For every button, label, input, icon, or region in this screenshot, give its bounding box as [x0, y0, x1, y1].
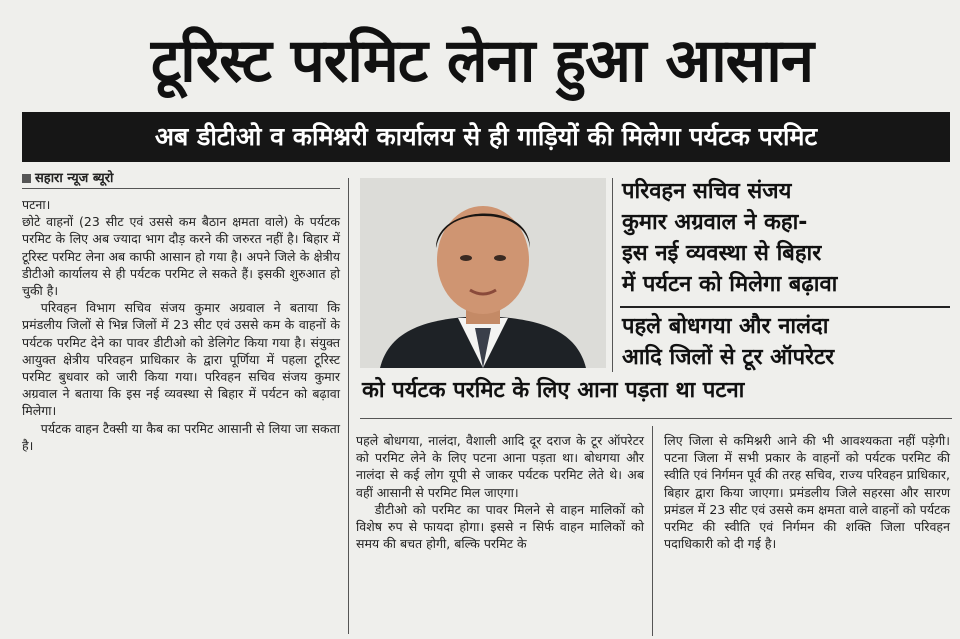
- byline-square-icon: [22, 174, 31, 183]
- photo-divider: [612, 178, 613, 372]
- column-2: [348, 432, 644, 638]
- column-divider-2: [652, 426, 653, 636]
- pull-quote-1: [622, 176, 952, 300]
- col1-paragraph-1: छोटे वाहनों (23 सीट एवं उससे कम बैठान क्षमता वाले) के पर्यटक परमिट के लिए अब ज्यादा भाग दौड़ करने की जरुरत नहीं है। बिहार में टूरिस्ट परमिट लेना अब काफी आसान हो गया है। अपने जिले के क्षेत्रीय डीटीओ कार्यालय से ही पर्यटक परमिट ले सकते हैं। इसकी शुरुआत हो चुकी है।: [22, 214, 340, 299]
- pull-quote-2: [622, 311, 952, 373]
- col3-paragraph-1: लिए जिला से कमिश्नरी आने की भी आवश्यकता नहीं पड़ेगी। पटना जिला में सभी प्रकार के वाहनों को पर्यटक परमिट की स्वीति एवं निर्गमन पूर्व की तरह सचिव, राज्य परिवहन प्राधिकार, बिहार द्वारा किया जाएगा। प्रमंडलीय जिले सहरसा और सारण प्रमंडल में 23 सीट एवं उससे कम क्षमता वाले वाहनों को पर्यटक परमिट की स्वीति एवं निर्गमन की शक्ति जिला परिवहन पदाधिकारी को दी गई है।: [664, 433, 950, 552]
- pull-quote-3: को पर्यटक परमिट के लिए आना पड़ता था पटना: [362, 378, 745, 403]
- pull-quote-1-line-3: इस नई व्यवस्था से बिहार: [622, 241, 822, 266]
- col2-paragraph-2: डीटीओ को परमिट का पावर मिलने से वाहन मालिकों को विशेष रुप से फायदा होगा। इससे न सिर्फ वाहन मालिकों को समय की बचत होगी, बल्कि परमिट के: [356, 501, 644, 552]
- dateline: पटना।: [22, 197, 51, 212]
- headline: टूरिस्ट परमिट लेना हुआ आसान: [150, 26, 814, 96]
- pull-quote-2-line-1: पहले बोधगया और नालंदा: [622, 314, 829, 339]
- portrait-illustration: [360, 178, 606, 368]
- pull-quote-1-line-1: परिवहन सचिव संजय: [622, 179, 792, 204]
- col2-paragraph-1: पहले बोधगया, नालंदा, वैशाली आदि दूर दराज के टूर ऑपरेटर को परमिट लेने के लिए पटना आना पड़ता था। बोधगया और नालंदा से कई लोग यूपी से जाकर पर्यटक परमिट लेते थे। अब वहीं आसानी से परमिट मिल जाएगा।: [356, 433, 644, 500]
- byline-text: सहारा न्यूज ब्यूरो: [35, 171, 114, 186]
- portrait-photo: [360, 178, 606, 368]
- pull-quote-1-line-4: में पर्यटन को मिलेगा बढ़ावा: [622, 272, 838, 297]
- pull-quote-2-line-2: आदि जिलों से टूर ऑपरेटर: [622, 345, 835, 370]
- col1-paragraph-2: परिवहन विभाग सचिव संजय कुमार अग्रवाल ने बताया कि प्रमंडलीय जिलों से भिन्न जिलों में 23 सीट एवं उससे कम के वाहनों के पर्यटक परमिट देने का पावर डीटीओ को डेलिगेट किया गया है। संयुक्त आयुक्त क्षेत्रीय परिवहन प्राधिकार के द्वारा पूर्णिया में पहला टूरिस्ट परमिट बुधवार को जारी किया गया। परिवहन सचिव संजय कुमार अग्रवाल ने बताया कि इस नई व्यवस्था से बिहार में पर्यटन को बढ़ावा मिलेगा।: [22, 300, 340, 419]
- column-3: [664, 432, 950, 638]
- column-1: [22, 196, 340, 636]
- deck-banner: अब डीटीओ व कमिश्नरी कार्यालय से ही गाड़ियों की मिलेगा पर्यटक परमिट: [22, 112, 950, 162]
- byline: [22, 168, 322, 186]
- pull-quote-bottom-rule: [360, 418, 952, 419]
- pull-quote-1-line-2: कुमार अग्रवाल ने कहा-: [622, 210, 808, 235]
- byline-rule: [22, 188, 340, 189]
- col1-paragraph-3: पर्यटक वाहन टैक्सी या कैब का परमिट आसानी से लिया जा सकता है।: [22, 420, 340, 453]
- pull-quote-rule: [620, 306, 950, 308]
